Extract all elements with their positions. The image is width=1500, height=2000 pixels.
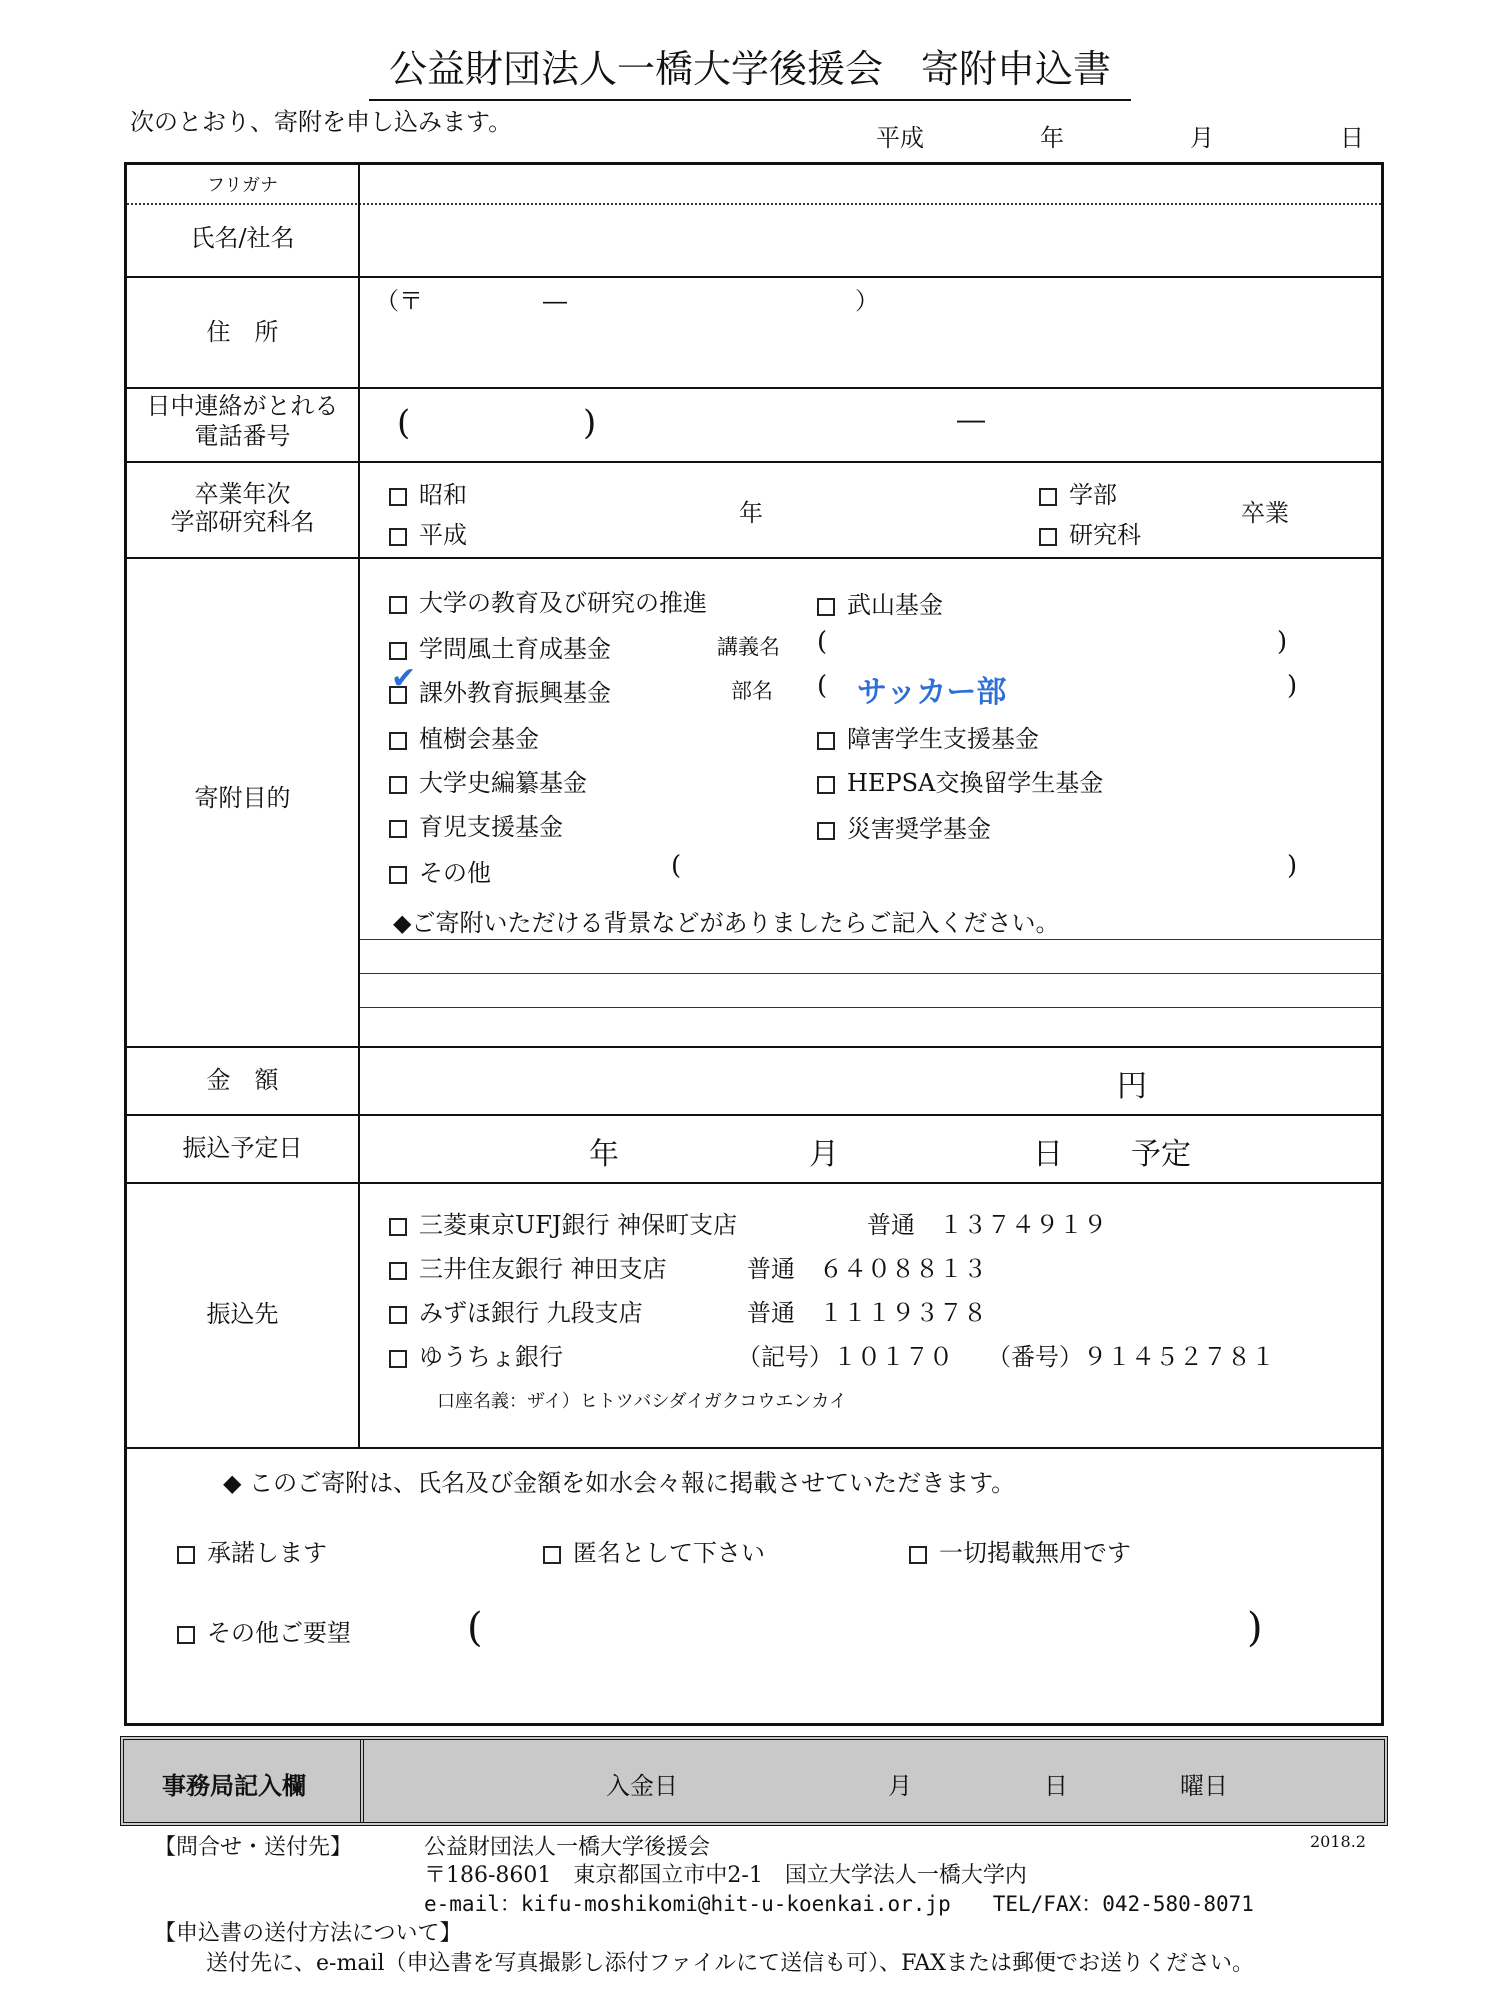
checkbox-icon	[389, 1306, 407, 1324]
phone-label-line2: 電話番号	[194, 422, 291, 450]
request-close-paren: )	[1247, 1605, 1263, 1651]
request-open-paren: (	[467, 1605, 483, 1651]
grad-graduate-label: 研究科	[1069, 521, 1141, 549]
grad-year-label: 年	[739, 499, 763, 527]
club-close-paren: )	[1287, 671, 1298, 701]
transfer-date-label: 振込予定日	[182, 1134, 303, 1162]
checkbox-icon	[389, 528, 407, 546]
lecture-name-label: 講義名	[717, 635, 780, 659]
address-label: 住 所	[206, 318, 279, 346]
grad-label-line2: 学部研究科名	[170, 508, 315, 536]
amount-label: 金 額	[206, 1066, 279, 1094]
club-name-label: 部名	[731, 679, 773, 703]
purpose-option-label: 育児支援基金	[419, 813, 563, 841]
other-open-paren: (	[671, 851, 682, 881]
grad-heisei-label: 平成	[419, 521, 467, 549]
purpose-option-disability[interactable]	[817, 719, 1039, 754]
bank-name: ゆうちょ銀行	[419, 1343, 563, 1371]
purpose-option-hepsa[interactable]	[817, 763, 1103, 798]
bank-option-mufg[interactable]	[389, 1205, 737, 1240]
amount-unit: 円	[1117, 1069, 1147, 1104]
bank-name: 三菱東京UFJ銀行 神保町支店	[419, 1211, 738, 1239]
office-use-section	[120, 1736, 1388, 1826]
publication-option-label: 匿名として下さい	[573, 1539, 765, 1567]
purpose-option-shokuju[interactable]	[389, 719, 539, 754]
checkbox-icon	[389, 596, 407, 614]
purpose-option-label: HEPSA交換留学生基金	[847, 769, 1104, 797]
furigana-label: フリガナ	[206, 175, 279, 196]
application-form	[124, 162, 1384, 1726]
purpose-option-other[interactable]	[389, 853, 491, 888]
lecture-close-paren: )	[1277, 627, 1288, 657]
transfer-month: 月	[809, 1137, 839, 1172]
checkbox-icon	[1039, 528, 1057, 546]
checkbox-icon	[389, 642, 407, 660]
account-holder: 口座名義：ザイ）ヒトツバシダイガクコウエンカイ	[437, 1391, 847, 1412]
bank-option-mizuho[interactable]	[389, 1293, 643, 1328]
purpose-option-gakumon[interactable]	[389, 629, 611, 664]
purpose-label: 寄附目的	[194, 784, 291, 812]
phone-close-paren: )	[583, 403, 597, 443]
purpose-option-extracurricular[interactable]	[389, 673, 611, 708]
contact-email[interactable]: e-mail：kifu-moshikomi@hit-u-koenkai.or.jp TEL/FAX：042-580-8071	[424, 1892, 1254, 1916]
grad-showa-label: 昭和	[419, 481, 467, 509]
lecture-open-paren: (	[817, 627, 828, 657]
purpose-note: ◆ご寄附いただける背景などがありましたらご記入ください。	[393, 909, 1060, 937]
purpose-option-label: 学問風土育成基金	[419, 635, 611, 663]
checkbox-icon	[817, 732, 835, 750]
purpose-option-label: 大学の教育及び研究の推進	[419, 589, 707, 617]
form-version: 2018.2	[1310, 1832, 1366, 1851]
checkbox-icon	[389, 776, 407, 794]
checkbox-icon	[817, 822, 835, 840]
phone-label-line1: 日中連絡がとれる	[146, 392, 339, 420]
purpose-option-childcare[interactable]	[389, 807, 563, 842]
publication-option-label: その他ご要望	[207, 1619, 351, 1647]
purpose-option-disaster[interactable]	[817, 809, 991, 844]
club-open-paren: (	[817, 671, 828, 701]
bank-number-mufg: 普通 １３７４９１９	[867, 1211, 1107, 1239]
checkbox-icon	[389, 1262, 407, 1280]
checkbox-icon	[389, 488, 407, 506]
checkbox-icon	[389, 1218, 407, 1236]
club-name-value[interactable]: サッカー部	[857, 675, 1007, 710]
publication-note: ◆ このご寄附は、氏名及び金額を如水会々報に掲載させていただきます。	[223, 1469, 1016, 1497]
publication-option-agree[interactable]	[177, 1533, 327, 1568]
date-era: 平成	[876, 124, 924, 152]
purpose-option-label: 植樹会基金	[419, 725, 539, 753]
purpose-option-label: 課外教育振興基金	[419, 679, 611, 707]
date-year: 年	[1040, 124, 1064, 152]
deposit-date-label: 入金日	[606, 1772, 678, 1800]
checkbox-icon	[177, 1546, 195, 1564]
bank-name: みずほ銀行 九段支店	[419, 1299, 643, 1327]
publication-option-none[interactable]	[909, 1533, 1131, 1568]
purpose-option-label: 武山基金	[847, 591, 943, 619]
office-label: 事務局記入欄	[162, 1771, 306, 1800]
name-label: 氏名/社名	[190, 224, 295, 252]
publication-option-other[interactable]	[177, 1613, 351, 1648]
bank-number-smbc: 普通 ６４０８８１３	[747, 1255, 987, 1283]
purpose-option-label: 障害学生支援基金	[847, 725, 1039, 753]
checkbox-icon	[817, 598, 835, 616]
grad-heisei-option[interactable]	[389, 515, 467, 550]
bank-bango-yucho: （番号）９１４５２７８１	[987, 1343, 1275, 1371]
contact-org: 公益財団法人一橋大学後援会	[424, 1835, 711, 1860]
send-method-label: 【申込書の送付方法について】	[154, 1921, 462, 1946]
grad-graduate-option[interactable]	[1039, 515, 1141, 550]
bank-option-smbc[interactable]	[389, 1249, 667, 1284]
date-month: 月	[1190, 124, 1214, 152]
grad-faculty-label: 学部	[1069, 481, 1117, 509]
purpose-option-label: 大学史編纂基金	[419, 769, 587, 797]
checkbox-icon	[543, 1546, 561, 1564]
form-title: 公益財団法人一橋大学後援会 寄附申込書	[0, 38, 1500, 101]
purpose-option-research[interactable]	[389, 583, 707, 618]
grad-showa-option[interactable]	[389, 475, 467, 510]
furigana-field[interactable]	[375, 165, 1375, 201]
grad-label-line1: 卒業年次	[194, 480, 291, 508]
transfer-suffix: 予定	[1131, 1137, 1191, 1172]
grad-faculty-option[interactable]	[1039, 475, 1117, 510]
name-field[interactable]	[375, 207, 1375, 273]
grad-suffix-label: 卒業	[1241, 499, 1289, 527]
deposit-day: 日	[1044, 1772, 1068, 1800]
checkbox-icon	[909, 1546, 927, 1564]
contact-address: 〒186-8601 東京都国立市中2-1 国立大学法人一橋大学内	[424, 1863, 1027, 1888]
postal-code-field[interactable]: （〒 ― ）	[375, 287, 879, 315]
deposit-month: 月	[888, 1772, 912, 1800]
bank-name: 三井住友銀行 神田支店	[419, 1255, 667, 1283]
send-method-text: 送付先に、e-mail（申込書を写真撮影し添付ファイルにて送信も可）、FAXまたは郵便でお送りください。	[206, 1951, 1254, 1976]
date-day: 日	[1340, 124, 1364, 152]
purpose-option-label: その他	[419, 859, 491, 887]
checkmark-icon: ✔	[391, 661, 417, 696]
bank-kigo-yucho: （記号）１０１７０	[737, 1343, 953, 1371]
checkbox-icon	[1039, 488, 1057, 506]
purpose-option-takeyama[interactable]	[817, 585, 943, 620]
other-close-paren: )	[1287, 851, 1298, 881]
publication-option-anonymous[interactable]	[543, 1533, 765, 1568]
publication-option-label: 一切掲載無用です	[939, 1539, 1131, 1567]
purpose-option-history[interactable]	[389, 763, 587, 798]
checkbox-icon	[389, 1350, 407, 1368]
transfer-year: 年	[589, 1137, 619, 1172]
publication-option-label: 承諾します	[207, 1539, 327, 1567]
bank-number-mizuho: 普通 １１１９３７８	[747, 1299, 987, 1327]
checkbox-icon	[389, 820, 407, 838]
phone-dash: ―	[957, 403, 985, 436]
bank-option-yucho[interactable]	[389, 1337, 563, 1372]
checkbox-icon	[389, 866, 407, 884]
checkbox-icon	[177, 1626, 195, 1644]
intro-text: 次のとおり、寄附を申し込みます。	[130, 108, 513, 136]
transfer-day: 日	[1033, 1137, 1063, 1172]
purpose-option-label: 災害奨学基金	[847, 815, 991, 843]
checkbox-icon	[817, 776, 835, 794]
bank-label: 振込先	[206, 1300, 279, 1328]
contact-label: 【問合せ・送付先】	[154, 1835, 353, 1860]
phone-open-paren: (	[397, 403, 411, 443]
checkbox-icon	[389, 732, 407, 750]
deposit-weekday: 曜日	[1180, 1772, 1228, 1800]
